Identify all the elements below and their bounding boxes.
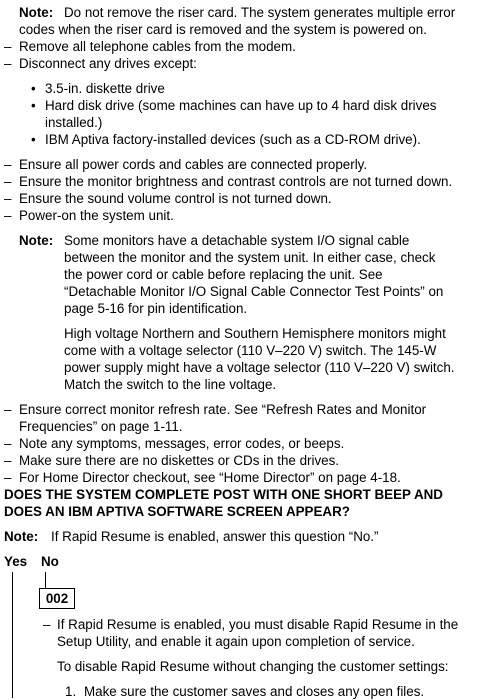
list-item-text: Ensure the monitor brightness and contrast controls are not turned down. [19,174,453,189]
note-label: Note: [19,5,54,20]
list-item-text: Frequencies” on page 1-11. [19,419,183,434]
dash-marker: – [4,174,12,189]
list-item-text: Ensure all power cords and cables are connected properly. [19,157,368,172]
list-item-text: For Home Director checkout, see “Home Director” on page 4-18. [19,470,401,485]
item-number: 1. [65,684,77,699]
dash-marker: – [4,208,12,223]
dash-marker: – [4,402,12,417]
dash-marker: – [4,191,12,206]
dash-marker: – [4,56,12,71]
dash-marker: – [4,157,12,172]
question-heading: DOES THE SYSTEM COMPLETE POST WITH ONE SHORT BEEP AND [4,487,443,502]
list-item-text: Disconnect any drives except: [19,56,197,71]
bullet-text: 3.5-in. diskette drive [45,81,165,96]
list-item-text: If Rapid Resume is enabled, you must disable Rapid Resume in the [57,617,459,632]
answer-no: No [41,554,59,569]
dash-marker: – [4,453,12,468]
dash-marker: – [4,436,12,451]
note-text: If Rapid Resume is enabled, answer this question “No.” [51,529,379,544]
bullet-marker: • [31,81,36,96]
step-number-box: 002 [39,588,75,609]
dash-marker: – [4,39,12,54]
list-item-text: Remove all telephone cables from the modem. [19,39,296,54]
list-item-text: Note any symptoms, messages, error codes, or beeps. [19,436,345,451]
note-label: Note: [4,529,39,544]
list-item-text: Ensure the sound volume control is not turned down. [19,191,332,206]
question-heading: DOES AN IBM APTIVA SOFTWARE SCREEN APPEAR? [4,504,350,519]
list-item-text: Power-on the system unit. [19,208,174,223]
yes-branch-line [12,572,13,698]
note-text: come with a voltage selector (110 V–220 V) switch. The 145-W [64,343,437,358]
dash-marker: – [43,617,51,632]
note-text: High voltage Northern and Southern Hemisphere monitors might [64,326,446,341]
list-item-text: Ensure correct monitor refresh rate. See “Refresh Rates and Monitor [19,402,427,417]
list-item-text: Make sure there are no diskettes or CDs in the drives. [19,453,340,468]
note-label: Note: [19,233,54,248]
answer-yes: Yes [4,554,28,569]
note-text: between the monitor and the system unit. In either case, check [64,250,436,265]
note-text: the power cord or cable before replacing the unit. See [64,267,383,282]
note-text: page 5-16 for pin identification. [64,301,248,316]
bullet-text: Hard disk drive (some machines can have up to 4 hard disk drives [45,98,437,113]
list-item-text: Setup Utility, and enable it again upon completion of service. [57,634,415,649]
bullet-text: installed.) [45,115,103,130]
note-text: “Detachable Monitor I/O Signal Cable Connector Test Points” on [64,284,444,299]
bullet-marker: • [31,98,36,113]
bullet-marker: • [31,132,36,147]
note-text: codes when the riser card is removed and the system is powered on. [19,22,427,37]
paragraph: To disable Rapid Resume without changing the customer settings: [57,659,449,674]
no-branch-line [45,572,46,588]
note-text: Match the switch to the line voltage. [64,377,277,392]
note-text: Some monitors have a detachable system I/O signal cable [64,233,410,248]
item-text: Make sure the customer saves and closes any open files. [84,684,425,699]
bullet-text: IBM Aptiva factory-installed devices (such as a CD-ROM drive). [45,132,421,147]
dash-marker: – [4,470,12,485]
note-text: Do not remove the riser card. The system generates multiple error [64,5,456,20]
note-text: power supply might have a voltage selector (110 V–220 V) switch. [64,360,455,375]
